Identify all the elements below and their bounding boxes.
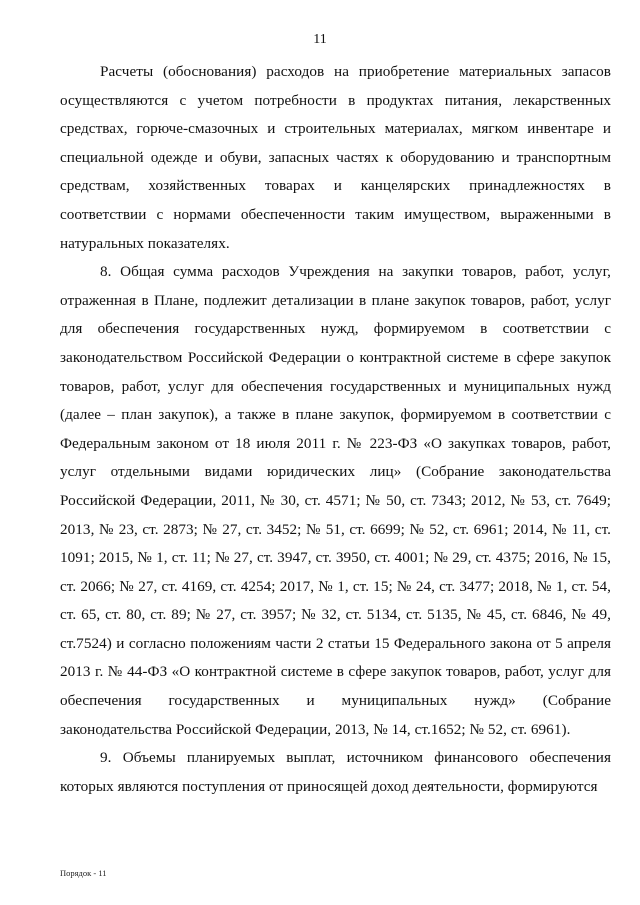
paragraph-9-planned-payments: 9. Объемы планируемых выплат, источником финансового обеспечения которых являются поступления от приносящей доход деятельности, формируются: [60, 749, 611, 795]
page-number: 11: [313, 32, 327, 47]
paragraph-material-reserves: Расчеты (обоснования) расходов на приобретение материальных запасов осуществляются с учетом потребности в продуктах питания, лекарственных средствах, горюче-смазочных и строительных материалах, мягком инвентаре и специальной одежде и обуви, запасных частях к оборудованию и транспортным средствам, хозяйственных товарах и канцелярских принадлежностях в соответствии с нормами обеспеченности таким имуществом, выраженными в натуральных показателях.: [60, 63, 611, 252]
document-body: [60, 58, 611, 801]
footer-label: Порядок - 11: [60, 868, 107, 878]
paragraph-8-procurement: 8. Общая сумма расходов Учреждения на закупки товаров, работ, услуг, отраженная в Плане, подлежит детализации в плане закупок товаров, работ, услуг для обеспечения государственных нужд, формируемом в соответствии с законодательством Российской Федерации о контрактной системе в сфере закупок товаров, работ, услуг для обеспечения государственных и муниципальных нужд (далее – план закупок), а также в плане закупок, формируемом в соответствии с Федеральным законом от 18 июля 2011 г. № 223-ФЗ «О закупках товаров, работ, услуг отдельными видами юридических лиц» (Собрание законодательства Российской Федерации, 2011, № 30, ст. 4571; № 50, ст. 7343; 2012, № 53, ст. 7649; 2013, № 23, ст. 2873; № 27, ст. 3452; № 51, ст. 6699; № 52, ст. 6961; 2014, № 11, ст. 1091; 2015, № 1, ст. 11; № 27, ст. 3947, ст. 3950, ст. 4001; № 29, ст. 4375; 2016, № 15, ст. 2066; № 27, ст. 4169, ст. 4254; 2017, № 1, ст. 15; № 24, ст. 3477; 2018, № 1, ст. 54, ст. 65, ст. 80, ст. 89; № 27, ст. 3957; № 32, ст. 5134, ст. 5135, № 45, ст. 6846, № 49, ст.7524) и согласно положениям части 2 статьи 15 Федерального закона от 5 апреля 2013 г. № 44-ФЗ «О контрактной системе в сфере закупок товаров, работ, услуг для обеспечения государственных и муниципальных нужд» (Собрание законодательства Российской Федерации, 2013, № 14, ст.1652; № 52, ст. 6961).: [60, 263, 611, 738]
